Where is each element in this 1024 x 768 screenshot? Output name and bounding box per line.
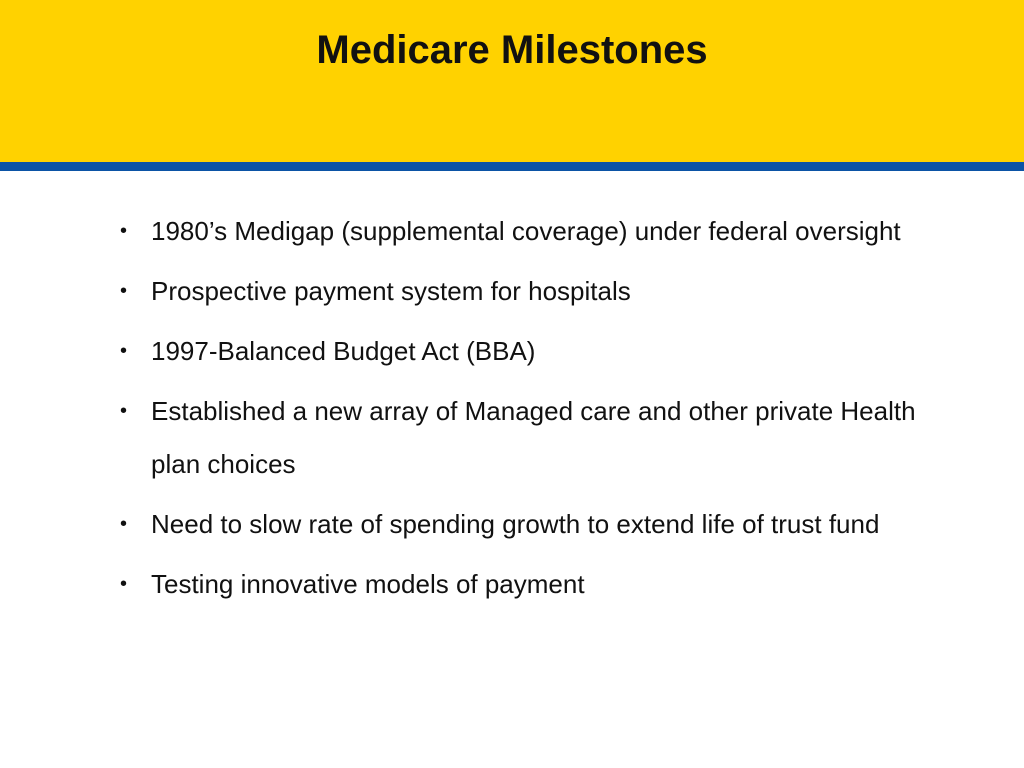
slide-header (0, 0, 1024, 162)
bullet-icon: • (120, 513, 128, 535)
header-divider (0, 162, 1024, 171)
bullet-icon: • (120, 280, 128, 302)
bullet-item (120, 558, 920, 611)
bullet-icon: • (120, 400, 128, 422)
bullet-text: Need to slow rate of spending growth to extend life of trust fund (151, 509, 880, 539)
bullet-item (120, 385, 920, 491)
slide-title: Medicare Milestones (316, 28, 708, 72)
bullet-text: Testing innovative models of payment (151, 569, 585, 599)
bullet-item (120, 498, 920, 551)
bullet-text: 1980’s Medigap (supplemental coverage) under federal oversight (151, 216, 901, 246)
bullet-text: Established a new array of Managed care and other private Health plan choices (151, 396, 916, 479)
bullet-list (120, 205, 920, 618)
bullet-icon: • (120, 220, 128, 242)
bullet-item (120, 205, 920, 258)
bullet-text: Prospective payment system for hospitals (151, 276, 631, 306)
bullet-item (120, 325, 920, 378)
bullet-item (120, 265, 920, 318)
bullet-icon: • (120, 573, 128, 595)
bullet-text: 1997-Balanced Budget Act (BBA) (151, 336, 536, 366)
bullet-icon: • (120, 340, 128, 362)
